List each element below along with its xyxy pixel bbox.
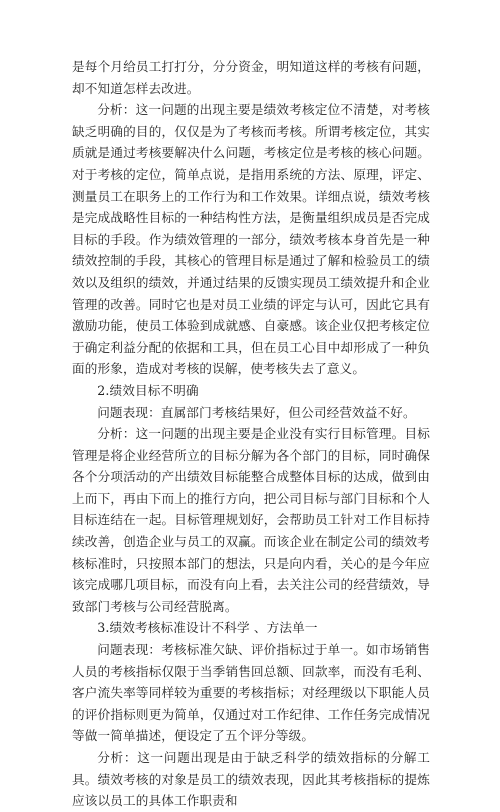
paragraph-problem-3: 问题表现：考核标准欠缺、评价指标过于单一。如市场销售人员的考核指标仅限于当季销售回总额、回款率，而没有毛利、客户流失率等同样较为重要的考核指标；对经理级以下职能人员的评价指标则更为简单，仅通过对工作纪律、工作任务完成情况等做一简单描述，便设定了五个评分等级。 [72,642,430,744]
document-page [72,56,430,812]
section-heading-2: 2.绩效目标不明确 [97,382,199,398]
paragraph-analysis-2: 分析：这一问题的出现主要是企业没有实行目标管理。目标管理是将企业经营所立的目标分解为各个部门的目标，同时确保各个分项活动的产出绩效目标能整合成整体目标的达成，做到由上而下，再由下而上的推行方向，把公司目标与部门目标和个人目标连结在一起。目标管理规划好，会帮助员工针对工作目标持续改善，创造企业与员工的双赢。而该企业在制定公司的绩效考核标准时，只按照本部门的想法，只是向内看，关心的是今年应该完成哪几项目标，而没有向上看，去关注公司的经营绩效，导致部门考核与公司经营脱离。 [72,426,430,614]
paragraph-analysis-1: 分析：这一问题的出现主要是绩效考核定位不清楚，对考核缺乏明确的目的，仅仅是为了考核而考核。所谓考核定位，其实质就是通过考核要解决什么问题，考核定位是考核的核心问题。对于考核的定位，简单点说，是指用系统的方法、原理，评定、测量员工在职务上的工作行为和工作效果。详细点说，绩效考核是完成战略性目标的一种结构性方法，是衡量组织成员是否完成目标的手段。作为绩效管理的一部分，绩效考核本身首先是一种绩效控制的手段，其核心的管理目标是通过了解和检验员工的绩效以及组织的绩效，并通过结果的反馈实现员工绩效提升和企业管理的改善。同时它也是对员工业绩的评定与认可，因此它具有激励功能，使员工体验到成就感、自豪感。该企业仅把考核定位于确定利益分配的依据和工具，但在员工心目中却形成了一种负面的形象，造成对考核的误解，使考核失去了意义。 [72,102,430,377]
paragraph-problem-2: 问题表现：直属部门考核结果好，但公司经营效益不好。 [97,404,416,420]
paragraph-intro-continuation: 是每个月给员工打打分，分分资金，明知道这样的考核有问题，却不知道怎样去改进。 [72,59,430,96]
section-heading-3: 3.绩效考核标准设计不科学 、方法单一 [97,620,318,636]
paragraph-analysis-3: 分析：这一问题出现是由于缺乏科学的绩效指标的分解工具。绩效考核的对象是员工的绩效表现，因此其考核指标的提炼应该以员工的具体工作职责和 [72,750,430,809]
